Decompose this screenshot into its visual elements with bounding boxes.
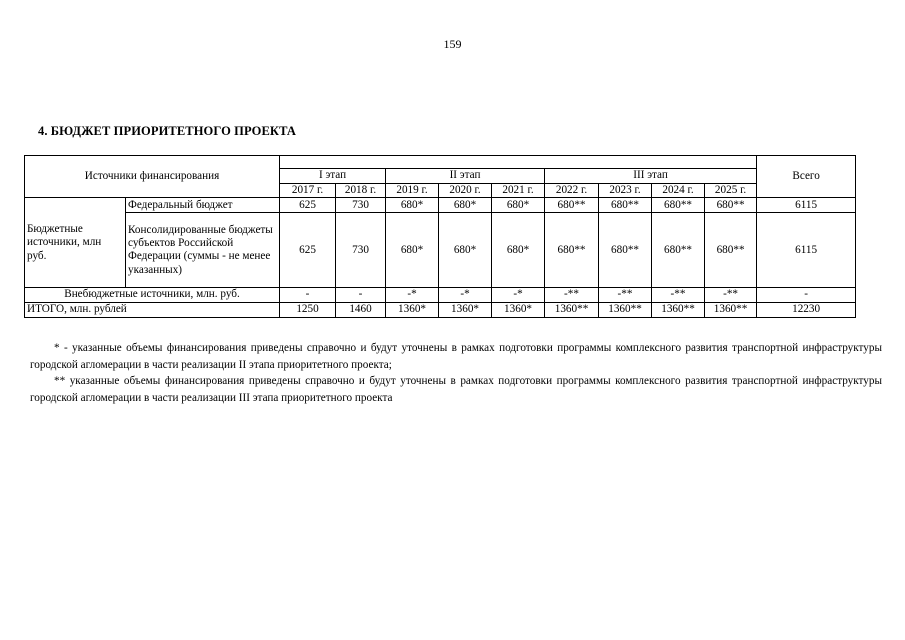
footnote [30,373,882,406]
row-label: Консолидированные бюджеты субъектов Российской Федерации (суммы - не менее указанных) [126,213,280,288]
stage-header: III этап [545,169,757,184]
footnote-text: - указанные объемы финансирования приведены справочно и будут уточнены в рамках подготовки программы комплексного развития транспортной инфраструктуры городской агломерации в части реализации II этапа приоритетного проекта; [30,342,882,371]
row-label: ИТОГО, млн. рублей [25,302,280,317]
table-row [25,198,856,213]
table-cell: 680** [652,198,705,213]
table-cell: -** [545,288,599,302]
table-cell: 1360** [599,302,652,317]
table-cell: -* [439,288,492,302]
table-cell: 625 [280,198,336,213]
table-row [25,213,856,288]
table-cell: 680* [386,213,439,288]
budget-group-label: Бюджетные источники, млн руб. [25,198,126,288]
table-cell: -* [492,288,545,302]
table-cell: 680** [599,213,652,288]
table-cell: 680** [545,213,599,288]
year-header: 2024 г. [652,184,705,198]
year-header: 2017 г. [280,184,336,198]
footnote-marker: * [54,342,60,354]
table-cell: 1360** [705,302,757,317]
table-row [25,288,856,302]
table-cell: 1360* [492,302,545,317]
page-number: 159 [443,37,462,51]
footnotes [30,340,882,406]
table-cell: 680* [439,213,492,288]
stage-header: II этап [386,169,545,184]
budget-table [24,155,856,318]
table-cell: 680** [705,213,757,288]
table-cell: 680** [545,198,599,213]
year-header: 2022 г. [545,184,599,198]
table-cell: 1360** [545,302,599,317]
table-cell: 1360* [439,302,492,317]
table-cell: 1360** [652,302,705,317]
table-cell: 1250 [280,302,336,317]
row-total: 12230 [757,302,856,317]
row-total: 6115 [757,213,856,288]
table-cell: 680* [386,198,439,213]
footnote-marker: ** [54,375,66,387]
total-header: Всего [757,156,856,198]
year-header: 2020 г. [439,184,492,198]
table-cell: 1360* [386,302,439,317]
table-cell: -** [652,288,705,302]
table-cell: 730 [336,198,386,213]
table-cell: 680* [492,198,545,213]
year-header: 2023 г. [599,184,652,198]
table-cell: - [280,288,336,302]
section-title: 4. БЮДЖЕТ ПРИОРИТЕТНОГО ПРОЕКТА [38,124,297,138]
row-total: 6115 [757,198,856,213]
year-header: 2018 г. [336,184,386,198]
table-cell: 680* [492,213,545,288]
table-cell: -* [386,288,439,302]
table-cell: 730 [336,213,386,288]
footnote-text: указанные объемы финансирования приведены справочно и будут уточнены в рамках подготовки программы комплексного развития транспортной инфраструктуры городской агломерации в части реализации III этапа приоритетного проекта [30,375,882,404]
year-header: 2019 г. [386,184,439,198]
header-spacer-cell [280,156,757,169]
table-cell: 680** [652,213,705,288]
table-cell: 625 [280,213,336,288]
year-header: 2025 г. [705,184,757,198]
table-row [25,302,856,317]
source-header: Источники финансирования [25,156,280,198]
table-cell: 680* [439,198,492,213]
table-cell: - [336,288,386,302]
row-label: Внебюджетные источники, млн. руб. [25,288,280,302]
year-header: 2021 г. [492,184,545,198]
row-total: - [757,288,856,302]
table-cell: 680** [705,198,757,213]
table-cell: 680** [599,198,652,213]
table-cell: 1460 [336,302,386,317]
footnote [30,340,882,373]
stage-header: I этап [280,169,386,184]
table-cell: -** [705,288,757,302]
table-cell: -** [599,288,652,302]
row-label: Федеральный бюджет [126,198,280,213]
